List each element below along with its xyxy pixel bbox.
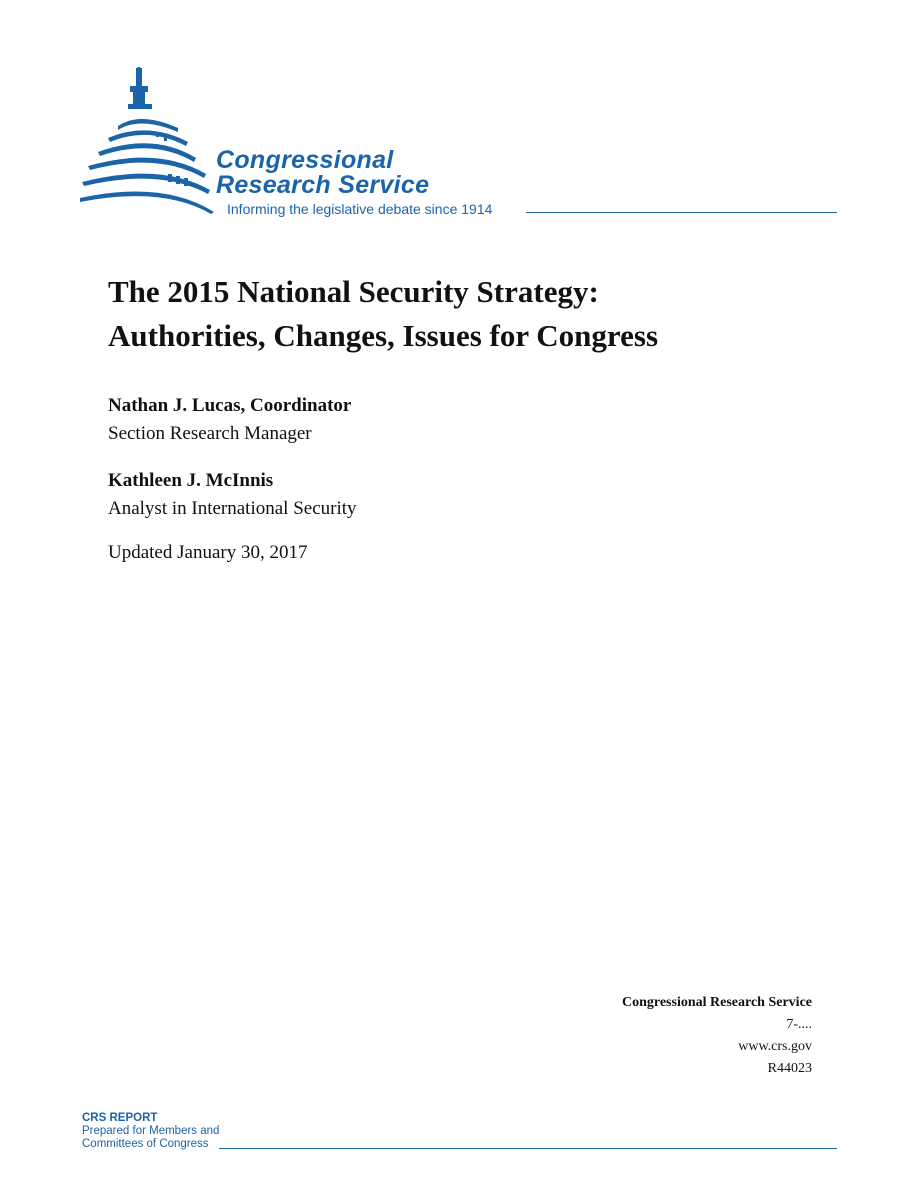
tagline-rule [526,212,837,213]
footer [82,1112,219,1151]
crs-logo [78,66,838,226]
meta-report-number: R44023 [767,1061,812,1076]
org-name-line2: Research Service [216,171,430,199]
author-name: Kathleen J. McInnis [108,470,274,491]
meta-code: 7-.... [786,1017,812,1032]
footer-line3: Committees of Congress [82,1138,209,1150]
meta-website: www.crs.gov [738,1039,812,1054]
capitol-dome-icon [78,66,218,216]
title-line-2: Authorities, Changes, Issues for Congress [108,318,659,353]
footer-line2: Prepared for Members and [82,1125,220,1137]
report-meta [622,992,812,1080]
author-block [108,467,357,523]
author-block [108,392,351,448]
meta-org: Congressional Research Service [621,995,812,1010]
footer-label: CRS REPORT [82,1112,158,1124]
org-name-line1: Congressional [216,146,394,174]
org-tagline: Informing the legislative debate since 1914 [227,201,493,217]
report-title [108,270,868,358]
author-role: Section Research Manager [108,423,312,444]
author-role: Analyst in International Security [108,498,357,519]
title-line-1: The 2015 National Security Strategy: [108,274,599,309]
author-name: Nathan J. Lucas, Coordinator [108,395,352,416]
footer-rule [219,1148,837,1149]
updated-date: Updated January 30, 2017 [108,542,308,563]
